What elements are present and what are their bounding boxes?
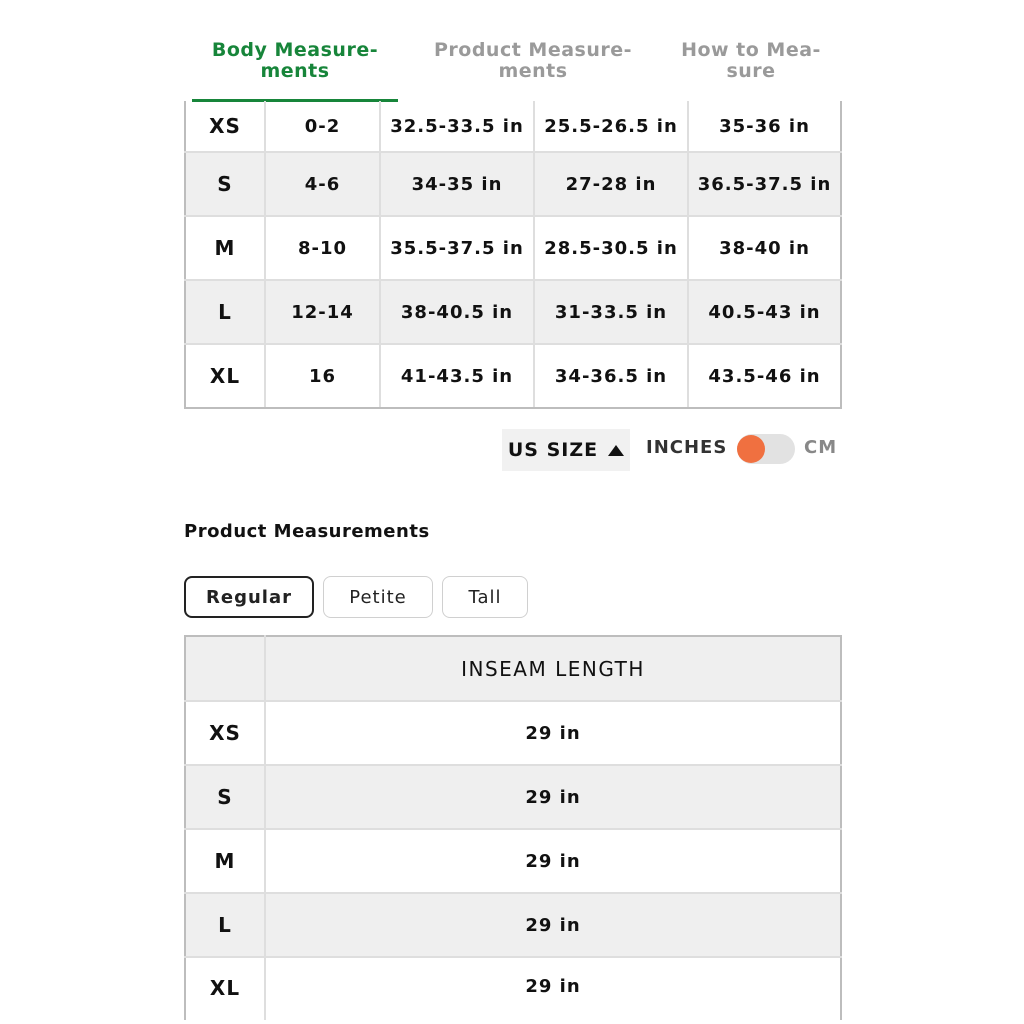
numeric-size-cell: 8-10 (265, 216, 380, 280)
fit-tall-button[interactable]: Tall (442, 576, 528, 618)
table-row (185, 344, 841, 408)
unit-toggle[interactable] (737, 434, 795, 464)
measurement-cell: 41-43.5 in (380, 344, 534, 408)
section-title: Product Measurements (184, 521, 430, 542)
measurement-cell: 28.5-30.5 in (534, 216, 688, 280)
size-cell: XL (185, 957, 265, 1020)
tab-label-line: sure (726, 60, 776, 82)
table-row (185, 216, 841, 280)
size-cell: M (185, 216, 265, 280)
table-row (185, 101, 841, 152)
measurement-cell: 38-40.5 in (380, 280, 534, 344)
size-cell: M (185, 829, 265, 893)
measurement-cell: 27-28 in (534, 152, 688, 216)
tab-label-line: Product Measure- (433, 39, 633, 61)
unit-inches-label: INCHES (646, 437, 728, 458)
table-header-row (185, 636, 841, 701)
table-row (185, 765, 841, 829)
size-cell: XL (185, 344, 265, 408)
size-cell: L (185, 280, 265, 344)
table-row (185, 829, 841, 893)
measurement-cell: 43.5-46 in (688, 344, 841, 408)
numeric-size-cell: 12-14 (265, 280, 380, 344)
measurement-cell: 40.5-43 in (688, 280, 841, 344)
size-cell: XS (185, 701, 265, 765)
tab-label-line: Body Measure- (211, 39, 379, 61)
tab-label-line: How to Mea- (681, 39, 821, 61)
table-row (185, 280, 841, 344)
numeric-size-cell: 0-2 (265, 101, 380, 152)
measurement-cell: 35.5-37.5 in (380, 216, 534, 280)
measurement-cell: 25.5-26.5 in (534, 101, 688, 152)
table-row (185, 893, 841, 957)
tab-how-to-measure[interactable] (662, 40, 840, 82)
size-cell: S (185, 765, 265, 829)
tab-body-measurements[interactable] (192, 40, 398, 82)
inseam-cell: 29 in (265, 701, 841, 765)
measurement-cell: 31-33.5 in (534, 280, 688, 344)
size-cell: XS (185, 101, 265, 152)
header-corner-cell (185, 636, 265, 701)
fit-regular-button[interactable]: Regular (184, 576, 314, 618)
measurement-tabs (192, 40, 840, 102)
measurement-cell: 35-36 in (688, 101, 841, 152)
size-cell: S (185, 152, 265, 216)
table-row (185, 152, 841, 216)
size-system-dropdown[interactable] (502, 429, 630, 471)
measurement-cell: 34-35 in (380, 152, 534, 216)
measurement-cell: 32.5-33.5 in (380, 101, 534, 152)
inseam-header: INSEAM LENGTH (265, 636, 841, 701)
table-row (185, 957, 841, 1020)
unit-cm-label: CM (804, 437, 838, 458)
inseam-cell: 29 in (265, 829, 841, 893)
body-measurements-table (184, 101, 842, 409)
size-cell: L (185, 893, 265, 957)
tab-product-measurements[interactable] (428, 40, 638, 82)
numeric-size-cell: 16 (265, 344, 380, 408)
measurement-cell: 34-36.5 in (534, 344, 688, 408)
caret-up-icon (608, 445, 624, 456)
inseam-cell: 29 in (265, 957, 841, 1020)
tab-label-line: ments (260, 60, 330, 82)
table-row (185, 701, 841, 765)
measurement-cell: 36.5-37.5 in (688, 152, 841, 216)
numeric-size-cell: 4-6 (265, 152, 380, 216)
measurement-cell: 38-40 in (688, 216, 841, 280)
toggle-knob (737, 435, 765, 463)
product-measurements-table (184, 635, 842, 1020)
inseam-cell: 29 in (265, 893, 841, 957)
fit-petite-button[interactable]: Petite (323, 576, 433, 618)
tab-label-line: ments (498, 60, 568, 82)
inseam-cell: 29 in (265, 765, 841, 829)
size-system-label: US SIZE (507, 439, 599, 461)
